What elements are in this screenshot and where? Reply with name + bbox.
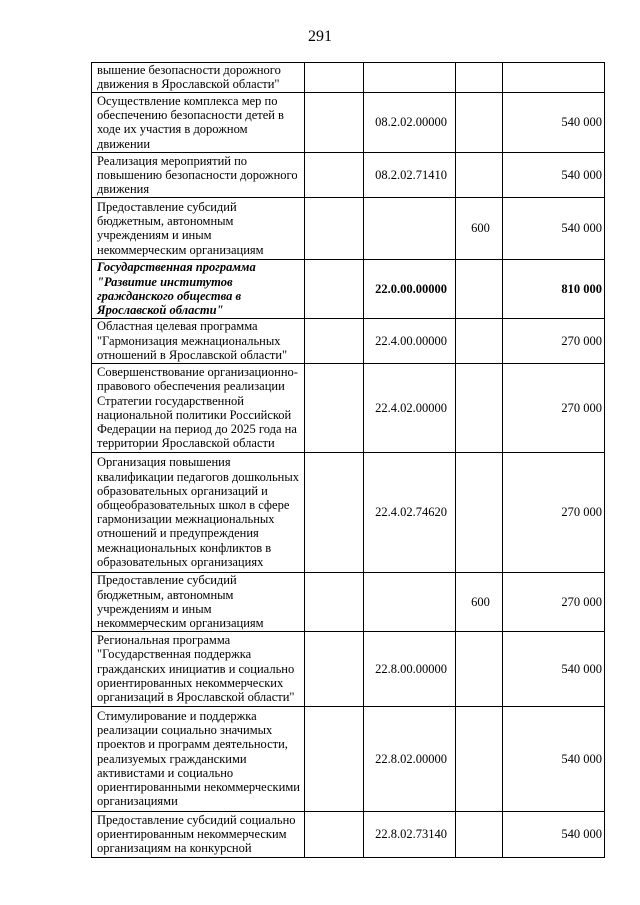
row-amount: 540 000 (503, 153, 605, 198)
row-code: 22.4.00.00000 (364, 319, 456, 364)
empty-cell (305, 319, 364, 364)
row-amount: 540 000 (503, 198, 605, 260)
row-type (456, 319, 503, 364)
table-row (92, 812, 605, 858)
empty-cell (305, 812, 364, 858)
page-number: 291 (308, 28, 332, 45)
row-type (456, 153, 503, 198)
row-amount: 540 000 (503, 93, 605, 153)
row-type (456, 364, 503, 453)
row-amount: 810 000 (503, 260, 605, 319)
row-name: Предоставление субсидий социально ориентированным некоммерческим организациям на конкурсной (92, 812, 305, 858)
table-row (92, 63, 605, 93)
row-amount: 540 000 (503, 812, 605, 858)
row-amount: 270 000 (503, 319, 605, 364)
row-code: 22.4.02.00000 (364, 364, 456, 453)
table-row (92, 707, 605, 812)
row-amount: 540 000 (503, 707, 605, 812)
row-code: 22.4.02.74620 (364, 453, 456, 573)
row-name: Предоставление субсидий бюджетным, автономным учреждениям и иным некоммерческим организациям (92, 573, 305, 632)
row-type (456, 63, 503, 93)
row-name: Областная целевая программа "Гармонизация межнациональных отношений в Ярославской области" (92, 319, 305, 364)
empty-cell (305, 93, 364, 153)
table-row (92, 260, 605, 319)
table-row (92, 632, 605, 707)
row-code (364, 198, 456, 260)
empty-cell (305, 632, 364, 707)
row-amount: 270 000 (503, 573, 605, 632)
row-type: 600 (456, 573, 503, 632)
row-type (456, 812, 503, 858)
row-name: Предоставление субсидий бюджетным, автономным учреждениям и иным некоммерческим организациям (92, 198, 305, 260)
empty-cell (305, 364, 364, 453)
row-code: 08.2.02.71410 (364, 153, 456, 198)
row-name: Реализация мероприятий по повышению безопасности дорожного движения (92, 153, 305, 198)
row-name: Региональная программа "Государственная поддержка гражданских инициатив и социально ориентированных некоммерческих организаций в Ярославской области" (92, 632, 305, 707)
empty-cell (305, 63, 364, 93)
table-row (92, 573, 605, 632)
row-name: Государственная программа "Развитие институтов гражданского общества в Ярославской области" (92, 260, 305, 319)
row-code (364, 573, 456, 632)
empty-cell (305, 573, 364, 632)
row-amount (503, 63, 605, 93)
row-amount: 270 000 (503, 453, 605, 573)
table-row (92, 319, 605, 364)
row-name: Совершенствование организационно-правового обеспечения реализации Стратегии государственной национальной политики Российской Федерации на период до 2025 года на территории Ярославской области (92, 364, 305, 453)
row-code: 22.8.00.00000 (364, 632, 456, 707)
row-amount: 540 000 (503, 632, 605, 707)
table-row (92, 198, 605, 260)
table-row (92, 153, 605, 198)
row-type (456, 632, 503, 707)
row-code (364, 63, 456, 93)
row-type (456, 707, 503, 812)
row-type: 600 (456, 198, 503, 260)
empty-cell (305, 198, 364, 260)
row-code: 22.0.00.00000 (364, 260, 456, 319)
row-name: Организация повышения квалификации педагогов дошкольных образовательных организаций и общеобразовательных школ в сфере гармонизации межнациональных отношений и предупреждения межнациональных конфликтов в образовательных организациях (92, 453, 305, 573)
budget-table (91, 62, 605, 858)
row-name: Осуществление комплекса мер по обеспечению безопасности детей в ходе их участия в дорожном движении (92, 93, 305, 153)
row-amount: 270 000 (503, 364, 605, 453)
table-row (92, 93, 605, 153)
empty-cell (305, 707, 364, 812)
row-name: вышение безопасности дорожного движения в Ярославской области" (92, 63, 305, 93)
empty-cell (305, 453, 364, 573)
row-type (456, 453, 503, 573)
row-name: Стимулирование и поддержка реализации социально значимых проектов и программ деятельности, реализуемых гражданскими активистами и социально ориентированными некоммерческими организациями (92, 707, 305, 812)
row-type (456, 260, 503, 319)
row-type (456, 93, 503, 153)
empty-cell (305, 260, 364, 319)
table-row (92, 364, 605, 453)
row-code: 22.8.02.73140 (364, 812, 456, 858)
empty-cell (305, 153, 364, 198)
row-code: 22.8.02.00000 (364, 707, 456, 812)
table-row (92, 453, 605, 573)
row-code: 08.2.02.00000 (364, 93, 456, 153)
